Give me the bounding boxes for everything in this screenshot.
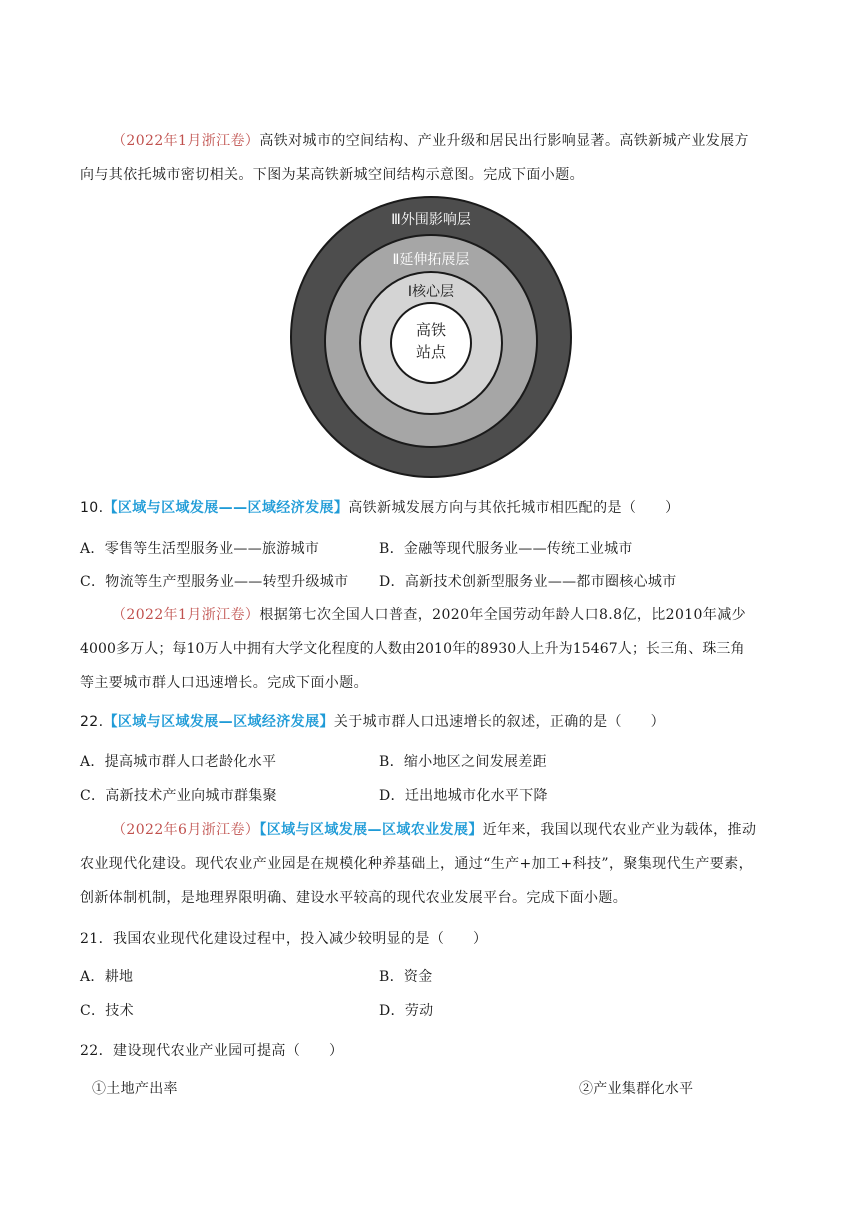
intro3-tag: 【区域与区域发展—区域农业发展】 <box>259 822 483 838</box>
q22a-tag: 【区域与区域发展—区域经济发展】 <box>103 714 334 730</box>
q10-option-a: A．零售等生活型服务业——旅游城市 <box>80 541 320 557</box>
q10-option-b: B．金融等现代服务业——传统工业城市 <box>379 541 633 557</box>
q22a-option-d: D．迁出地城市化水平下降 <box>379 788 548 804</box>
q21-option-b: B．资金 <box>379 969 433 985</box>
core-label-1: 高铁 <box>415 321 446 339</box>
q10-stem: 高铁新城发展方向与其依托城市相匹配的是（ ） <box>348 500 680 516</box>
q22a-stem-line <box>80 712 665 732</box>
intro1-text: 高铁对城市的空间结构、产业升级和居民出行影响显著。高铁新城产业发展方 <box>259 133 749 149</box>
intro2-source: （2022年1月浙江卷） <box>112 607 260 623</box>
intro2-line1 <box>112 605 746 625</box>
intro2-line2: 4000多万人；每10万人中拥有大学文化程度的人数由2010年的8930人上升为15467人；长三角、珠三角 <box>80 641 745 657</box>
q22b-item-2: ②产业集群化水平 <box>579 1081 694 1097</box>
intro1-source: （2022年1月浙江卷） <box>112 133 260 149</box>
q22a-option-b: B．缩小地区之间发展差距 <box>379 754 547 770</box>
q21-option-c: C．技术 <box>80 1003 134 1019</box>
outer-layer-label: Ⅲ外围影响层 <box>391 212 471 228</box>
q10-tag: 【区域与区域发展——区域经济发展】 <box>103 500 349 516</box>
q21-option-d: D．劳动 <box>379 1003 434 1019</box>
q10-stem-line <box>80 498 679 518</box>
q22a-number: 22. <box>80 714 104 730</box>
q22a-stem: 关于城市群人口迅速增长的叙述，正确的是（ ） <box>333 714 666 730</box>
core-label-2: 站点 <box>415 343 446 361</box>
middle-layer-label: Ⅱ延伸拓展层 <box>392 252 470 268</box>
intro3-text: 近年来，我国以现代农业产业为载体，推动 <box>482 822 757 838</box>
intro2-line3: 等主要城市群人口迅速增长。完成下面小题。 <box>80 675 368 691</box>
q22a-option-c: C．高新技术产业向城市群集聚 <box>80 788 277 804</box>
q21-option-a: A．耕地 <box>80 969 134 985</box>
q22b-stem: 22．建设现代农业产业园可提高（ ） <box>80 1043 344 1059</box>
q10-option-c: C．物流等生产型服务业——转型升级城市 <box>80 574 349 590</box>
q10-option-d: D．高新技术创新型服务业——都市圈核心城市 <box>379 574 677 590</box>
q10-number: 10. <box>80 500 104 516</box>
intro1-line1 <box>112 131 749 151</box>
q22a-option-a: A．提高城市群人口老龄化水平 <box>80 754 277 770</box>
intro3-source: （2022年6月浙江卷） <box>112 822 260 838</box>
intro3-line2: 农业现代化建设。现代农业产业园是在规模化种养基础上，通过“生产+加工+科技”，聚集现代生产要素， <box>80 856 753 872</box>
inner-layer-label: Ⅰ核心层 <box>407 284 455 300</box>
intro3-line1 <box>112 820 756 840</box>
q21-stem: 21．我国农业现代化建设过程中，投入减少较明显的是（ ） <box>80 931 488 947</box>
intro3-line3: 创新体制机制，是地理界限明确、建设水平较高的现代农业发展平台。完成下面小题。 <box>80 890 628 906</box>
intro2-text: 根据第七次全国人口普查，2020年全国劳动年龄人口8.8亿，比2010年减少 <box>259 607 747 623</box>
intro1-line2: 向与其依托城市密切相关。下图为某高铁新城空间结构示意图。完成下面小题。 <box>80 167 584 183</box>
q22b-item-1: ①土地产出率 <box>92 1081 178 1097</box>
